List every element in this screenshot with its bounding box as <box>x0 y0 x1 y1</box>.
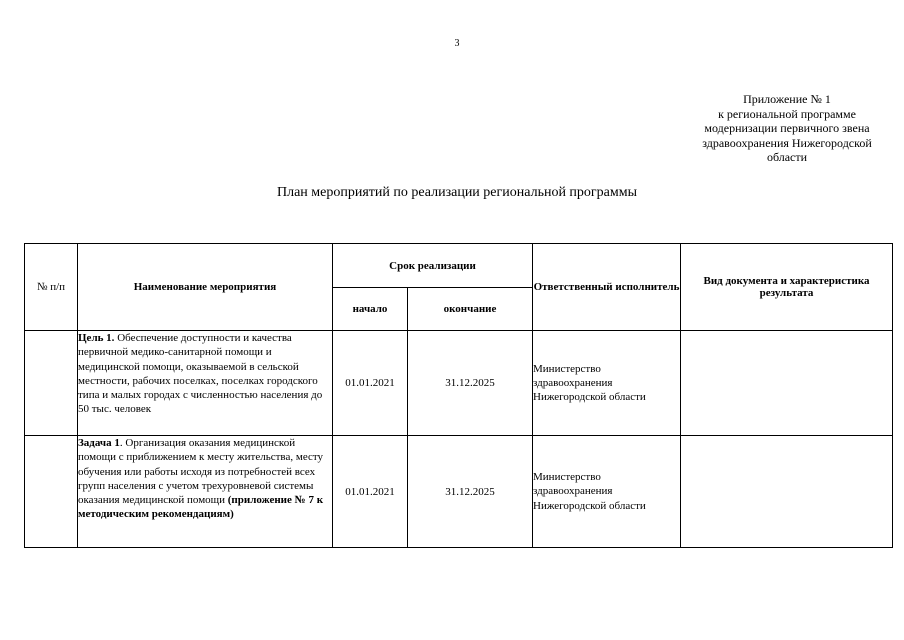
header-number: № п/п <box>25 244 78 331</box>
header-period: Срок реализации <box>333 244 533 288</box>
row-executor <box>533 331 681 436</box>
row-name-text: Обеспечение доступности и качества первичной медико-санитарной помощи и медицинской помощи, оказываемой в сельской местности, рабочих поселках, поселках городского типа и малых городах с численностью населения до 50 тыс. человек <box>78 332 323 416</box>
row-name-bold-suffix: (приложение № 7 к методическим рекомендациям) <box>78 494 324 521</box>
table-row <box>25 331 893 436</box>
row-end-date: 31.12.2025 <box>408 331 533 436</box>
row-number <box>25 436 78 548</box>
executor-line: здравоохранения <box>533 485 613 498</box>
row-name-bold: Цель 1. <box>78 332 115 344</box>
appendix-line: области <box>766 150 808 164</box>
plan-table <box>24 243 893 548</box>
header-end: окончание <box>408 288 533 331</box>
header-executor: Ответственный исполнитель <box>533 244 681 331</box>
row-name <box>78 331 333 436</box>
row-name-text: . Организация оказания медицинской помощи с приближением к месту жительства, месту обучения или работы исходя из потребностей всех групп населения с учетом трехуровневой системы оказания медицинской помощи <box>78 437 324 507</box>
executor-line: Нижегородской области <box>533 391 646 404</box>
row-document <box>681 331 893 436</box>
row-executor <box>533 436 681 548</box>
header-document: Вид документа и характеристика результата <box>681 244 893 331</box>
table-header-row <box>25 244 893 288</box>
page-number: 3 <box>454 38 460 49</box>
header-name: Наименование мероприятия <box>78 244 333 331</box>
row-name <box>78 436 333 548</box>
header-start: начало <box>333 288 408 331</box>
appendix-line: модернизации первичного звена <box>704 121 870 135</box>
table-row <box>25 436 893 548</box>
row-start-date: 01.01.2021 <box>333 436 408 548</box>
executor-line: Министерство <box>533 471 601 484</box>
appendix-line: к региональной программе <box>718 106 856 121</box>
row-name-bold: Задача 1 <box>78 437 120 449</box>
row-number <box>25 331 78 436</box>
appendix-line: Приложение № 1 <box>743 92 831 106</box>
document-title: План мероприятий по реализации региональной программы <box>276 185 638 200</box>
executor-line: здравоохранения <box>533 376 613 389</box>
executor-line: Министерство <box>533 362 601 375</box>
appendix-line: здравоохранения Нижегородской <box>702 135 872 150</box>
row-document <box>681 436 893 548</box>
row-start-date: 01.01.2021 <box>333 331 408 436</box>
row-end-date: 31.12.2025 <box>408 436 533 548</box>
executor-line: Нижегородской области <box>533 499 646 512</box>
appendix-note <box>680 92 894 165</box>
